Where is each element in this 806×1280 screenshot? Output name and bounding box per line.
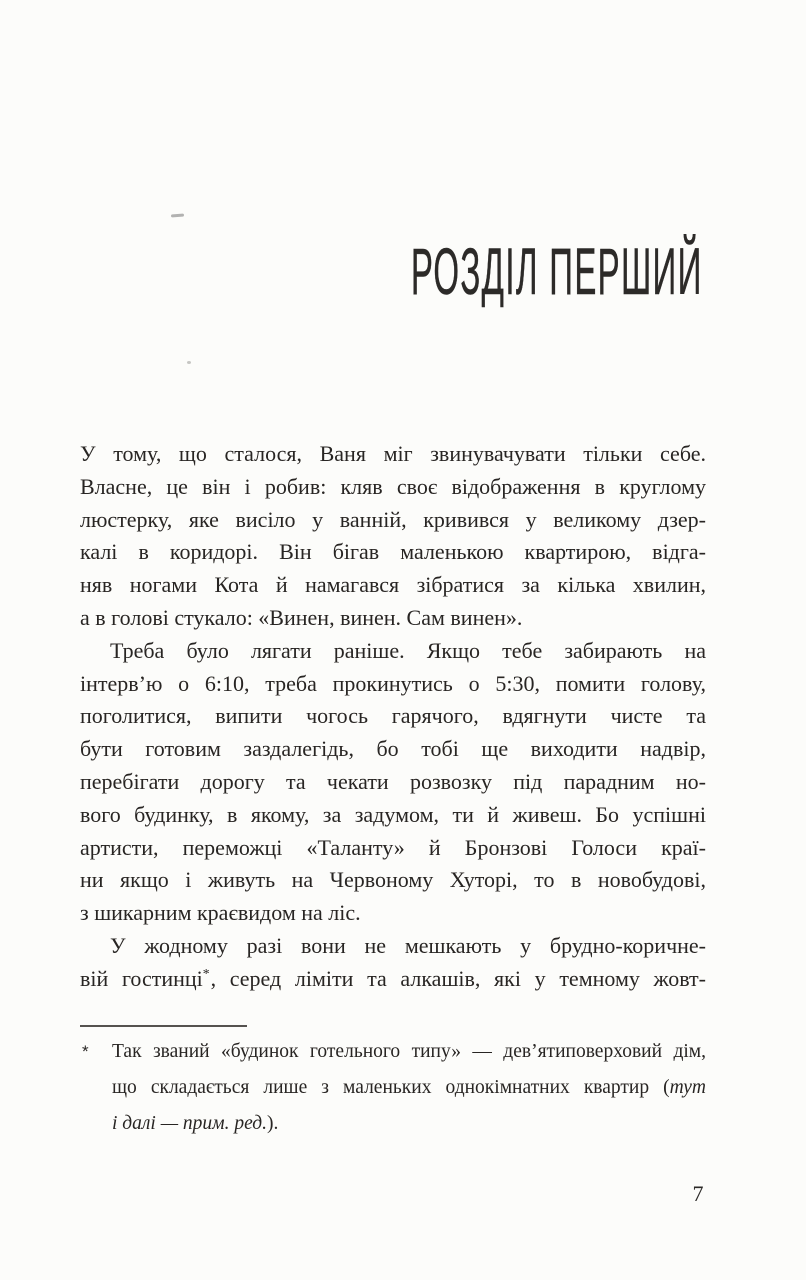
body-line: Треба було лягати раніше. Якщо тебе забирають на xyxy=(110,637,706,663)
body-line: перебігати дорогу та чекати розвозку під парадним но- xyxy=(80,768,706,794)
footnote-line xyxy=(80,1070,706,1106)
body-line: інтерв’ю о 6:10, треба прокинутись о 5:30, помити голову, xyxy=(80,670,706,696)
body-line xyxy=(80,963,706,996)
footnote-marker-asterisk: * xyxy=(82,1042,89,1061)
footnote-text: Так званий «будинок готельного типу» — дев’ятиповерховий дім, xyxy=(112,1041,706,1062)
footnote-ref-asterisk: * xyxy=(202,966,210,982)
body-line: з шикарним краєвидом на ліс. xyxy=(80,900,361,926)
body-line: ни якщо і живуть на Червоному Хуторі, то в новобудові, xyxy=(80,867,706,893)
body-line-text: вій гостинці xyxy=(80,965,203,991)
chapter-title: РОЗДІЛ ПЕРШИЙ xyxy=(411,234,703,308)
body-line: няв ногами Кота й намагався зібратися за кілька хвилин, xyxy=(80,572,706,598)
footnote-line xyxy=(80,1034,706,1070)
body-line: Власне, це він і робив: кляв своє відображення в круглому xyxy=(80,473,706,499)
page-number: 7 xyxy=(692,1181,704,1206)
body-text xyxy=(80,438,706,996)
footnote-text: що складається лише з маленьких однокімнатних квартир ( xyxy=(112,1077,670,1098)
body-line: У тому, що сталося, Ваня міг звинувачувати тільки себе. xyxy=(80,441,706,466)
body-line: а в голові стукало: «Винен, винен. Сам винен». xyxy=(80,604,523,630)
footnote-line xyxy=(80,1106,706,1142)
scan-artifact-dot xyxy=(187,361,191,364)
footnote-text-italic: тут xyxy=(669,1077,706,1098)
footnote-text: ). xyxy=(267,1113,279,1134)
body-line: калі в коридорі. Він бігав маленькою квартирою, відга- xyxy=(80,539,706,565)
body-line: бути готовим заздалегідь, бо тобі ще виходити надвір, xyxy=(80,736,706,762)
body-line: поголитися, випити чогось гарячого, вдягнути чисте та xyxy=(80,703,706,729)
body-line: вого будинку, в якому, за задумом, ти й живеш. Бо успішні xyxy=(80,801,706,827)
body-line-text: , серед ліміти та алкашів, які у темному жовт- xyxy=(210,965,706,991)
footnote-separator xyxy=(80,1025,247,1027)
footnote-text-italic: і далі — прим. ред. xyxy=(112,1113,268,1134)
scan-artifact-dash xyxy=(171,214,184,218)
footnote xyxy=(80,1025,706,1142)
body-line: У жодному разі вони не мешкають у брудно-коричне- xyxy=(110,932,706,958)
body-line: артисти, переможці «Таланту» й Бронзові Голоси краї- xyxy=(80,834,706,860)
body-line: люстерку, яке висіло у ванній, кривився у великому дзер- xyxy=(80,506,706,532)
